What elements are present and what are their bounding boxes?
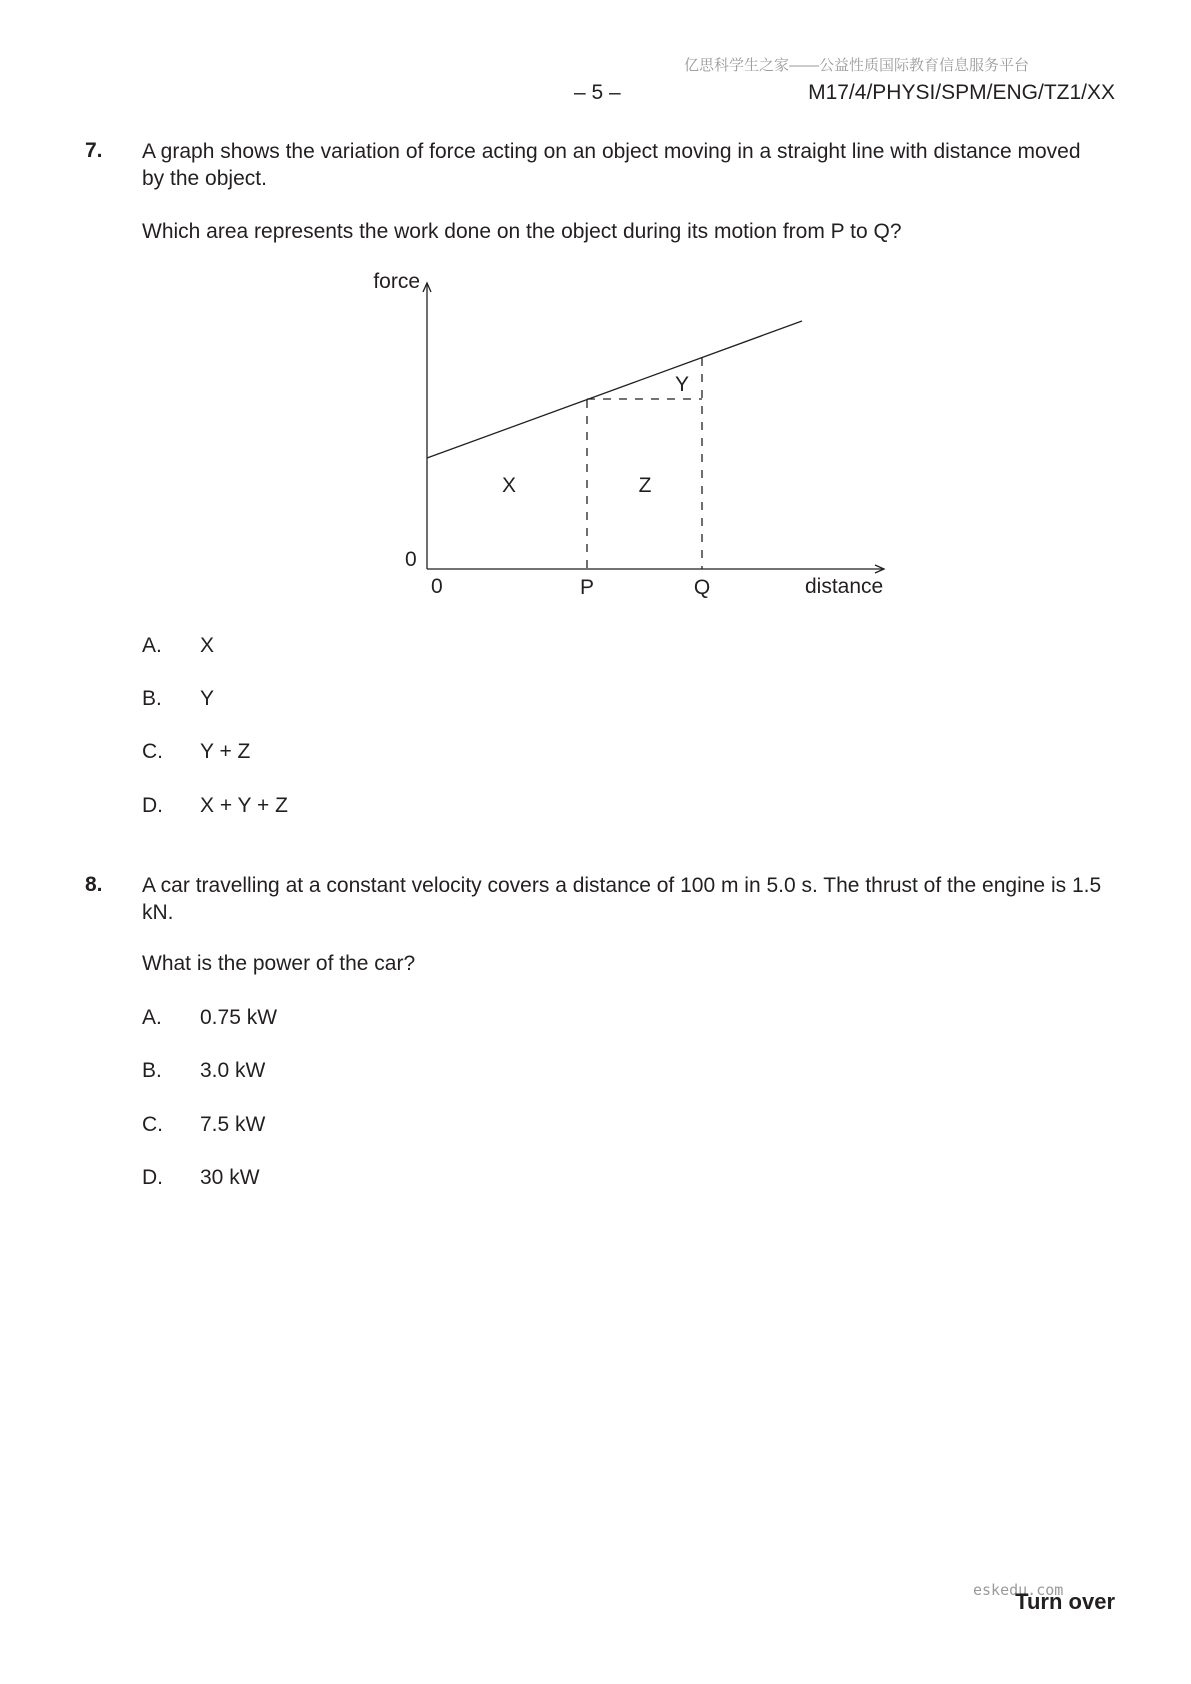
footer-watermark: eskedu.com [973, 1581, 1064, 1599]
question-7-number: 7. [85, 139, 103, 162]
region-y-label: Y [674, 373, 690, 396]
force-distance-graph [0, 0, 1191, 620]
point-p-label: P [579, 576, 595, 599]
page-number: – 5 – [574, 81, 621, 104]
x-axis-label: distance [805, 575, 884, 598]
force-line [427, 321, 802, 458]
question-8-text: A car travelling at a constant velocity covers a distance of 100 m in 5.0 s. The thrust of the engine is 1.5 kN. [142, 874, 1102, 924]
question-8-number: 8. [85, 873, 103, 896]
question-7-text: A graph shows the variation of force acting on an object moving in a straight line with distance moved by the object. [142, 140, 1081, 190]
point-q-label: Q [693, 576, 711, 599]
q7-option-c-value: Y + Z [200, 740, 251, 763]
q8-option-a-value: 0.75 kW [200, 1006, 278, 1029]
header-watermark: 亿思科学生之家——公益性质国际教育信息服务平台 [684, 57, 1030, 74]
q8-option-b-letter: B. [142, 1059, 162, 1082]
question-8-prompt: What is the power of the car? [142, 952, 416, 975]
q8-option-c-value: 7.5 kW [200, 1113, 266, 1136]
q8-option-b-value: 3.0 kW [200, 1059, 266, 1082]
turn-over-label: Turn over [1015, 1589, 1115, 1614]
q7-option-b-value: Y [200, 687, 215, 710]
paper-code: M17/4/PHYSI/SPM/ENG/TZ1/XX [808, 81, 1115, 104]
origin-y-label: 0 [405, 548, 417, 571]
q7-option-d-letter: D. [142, 794, 163, 817]
q8-option-a-letter: A. [142, 1006, 162, 1029]
q8-option-d-value: 30 kW [200, 1166, 260, 1189]
q7-option-a-value: X [200, 634, 215, 657]
origin-x-label: 0 [431, 575, 443, 598]
q8-option-c-letter: C. [142, 1113, 163, 1136]
region-z-label: Z [638, 474, 652, 497]
q7-option-a-letter: A. [142, 634, 162, 657]
q8-option-d-letter: D. [142, 1166, 163, 1189]
question-7-prompt: Which area represents the work done on the object during its motion from P to Q? [142, 220, 902, 243]
y-axis-label: force [373, 270, 420, 293]
q7-option-c-letter: C. [142, 740, 163, 763]
q7-option-d-value: X + Y + Z [200, 794, 288, 817]
q7-option-b-letter: B. [142, 687, 162, 710]
region-x-label: X [501, 474, 517, 497]
